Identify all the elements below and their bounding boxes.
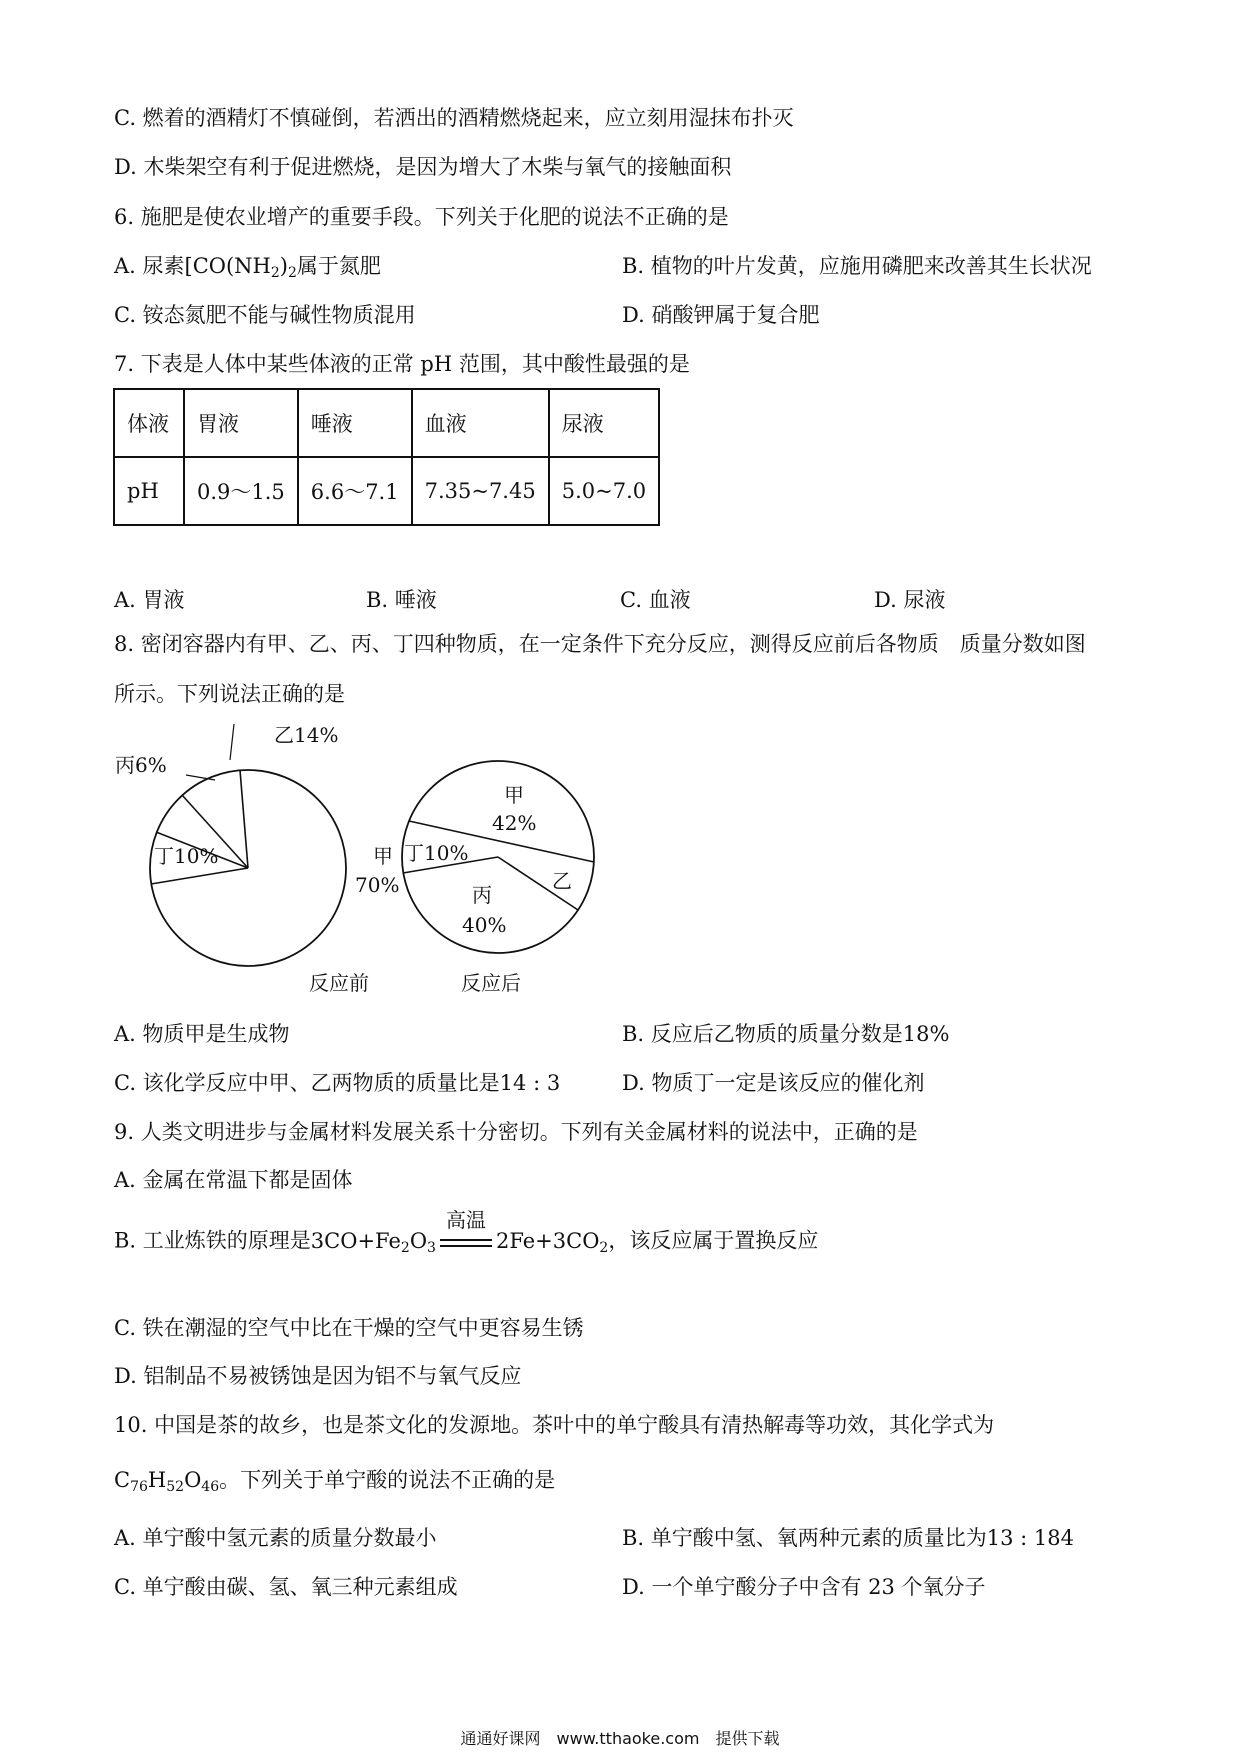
q9-option-b: B. 工业炼铁的原理是$3CO+Fe_2O_3$ 高温 $2Fe+3CO_2$，该反应属于置换反应 bbox=[114, 1222, 818, 1262]
q10-option-d: D. 一个单宁酸分子中含有 23 个氧分子 bbox=[622, 1575, 986, 1599]
q9-option-a: A. 金属在常温下都是固体 bbox=[114, 1168, 353, 1192]
ph-table-cell: 6.6～7.1 bbox=[298, 457, 412, 525]
pie-before-leader-line bbox=[228, 720, 234, 722]
pie-before-percent-jia: 70% bbox=[355, 873, 400, 897]
q7-option-d: D. 尿液 bbox=[874, 588, 946, 612]
ph-table-cell: 体液 bbox=[114, 389, 184, 457]
ph-table-row bbox=[114, 457, 659, 525]
pie-after-percent-jia: 42% bbox=[492, 811, 537, 835]
pie-before-label-yi: 乙14% bbox=[274, 723, 339, 747]
tannic-acid-formula: $C_{76}H_{52}O_{46}$ bbox=[114, 1468, 220, 1495]
q8-stem-line1: 8. 密闭容器内有甲、乙、丙、丁四种物质，在一定条件下充分反应，测得反应前后各物质 质量分数如图 bbox=[114, 632, 1086, 656]
pie-after-label-yi: 乙 bbox=[552, 869, 572, 893]
q8-option-c: C. 该化学反应中甲、乙两物质的质量比是14 : 3 bbox=[114, 1071, 561, 1095]
ph-table-header-row bbox=[114, 389, 659, 457]
q8-option-a: A. 物质甲是生成物 bbox=[114, 1022, 290, 1046]
q8-option-d: D. 物质丁一定是该反应的催化剂 bbox=[622, 1071, 925, 1095]
equation-left: $3CO+Fe_2O_3$ bbox=[310, 1228, 436, 1256]
q6-option-b: B. 植物的叶片发黄，应施用磷肥来改善其生长状况 bbox=[622, 254, 1092, 278]
pie-after bbox=[402, 761, 594, 995]
pie-after-caption: 反应后 bbox=[461, 971, 521, 995]
ph-table-cell: 0.9～1.5 bbox=[184, 457, 298, 525]
q6-option-c: C. 铵态氮肥不能与碱性物质混用 bbox=[114, 303, 416, 327]
q6-option-a: A. 尿素[$CO(NH_2)_2$属于氮肥 bbox=[114, 254, 381, 281]
q9-option-d: D. 铝制品不易被锈蚀是因为铝不与氧气反应 bbox=[114, 1364, 522, 1388]
ph-table-cell: 7.35~7.45 bbox=[412, 457, 549, 525]
equation-arrow bbox=[436, 1208, 496, 1262]
q7-stem: 7. 下表是人体中某些体液的正常 pH 范围，其中酸性最强的是 bbox=[114, 352, 690, 376]
pie-before-label-ding: 丁10% bbox=[154, 844, 219, 868]
q7-option-b: B. 唾液 bbox=[366, 588, 437, 612]
ph-table-cell: pH bbox=[114, 457, 184, 525]
q5-option-c: C. 燃着的酒精灯不慎碰倒，若洒出的酒精燃烧起来，应立刻用湿抹布扑灭 bbox=[114, 106, 794, 130]
equation-condition: 高温 bbox=[445, 1208, 486, 1232]
pie-before-caption: 反应前 bbox=[309, 971, 369, 995]
equation-right: $2Fe+3CO_2$ bbox=[495, 1228, 609, 1256]
ph-table-cell: 5.0~7.0 bbox=[549, 457, 659, 525]
pie-before-leader-line bbox=[230, 724, 234, 760]
q5-option-d: D. 木柴架空有利于促进燃烧，是因为增大了木柴与氧气的接触面积 bbox=[114, 155, 732, 179]
pie-before bbox=[115, 720, 399, 995]
ph-table-cell: 唾液 bbox=[298, 389, 412, 457]
q10-option-b: B. 单宁酸中氢、氧两种元素的质量比为13 : 184 bbox=[622, 1526, 1075, 1550]
pie-after-label-jia: 甲 bbox=[504, 783, 524, 807]
ph-table-cell: 尿液 bbox=[549, 389, 659, 457]
page-footer: 通通好课网 www.tthaoke.com 提供下载 bbox=[460, 1729, 780, 1748]
q9-stem: 9. 人类文明进步与金属材料发展关系十分密切。下列有关金属材料的说法中，正确的是 bbox=[114, 1120, 918, 1144]
ph-table-cell: 血液 bbox=[412, 389, 549, 457]
q10-option-a: A. 单宁酸中氢元素的质量分数最小 bbox=[114, 1526, 437, 1550]
q6-stem: 6. 施肥是使农业增产的重要手段。下列关于化肥的说法不正确的是 bbox=[114, 205, 729, 229]
pie-after-percent-bing: 40% bbox=[462, 913, 507, 937]
pie-before-slice-edge bbox=[151, 868, 248, 884]
q7-option-a: A. 胃液 bbox=[114, 588, 185, 612]
pie-after-label-bing: 丙 bbox=[472, 883, 492, 907]
q7-option-c: C. 血液 bbox=[620, 588, 691, 612]
q10-option-c: C. 单宁酸由碳、氢、氧三种元素组成 bbox=[114, 1575, 458, 1599]
pie-after-label-ding: 丁10% bbox=[404, 841, 469, 865]
pie-before-label-jia: 甲 bbox=[373, 844, 393, 868]
pie-before-slice-edge bbox=[240, 770, 248, 868]
pie-charts-figure bbox=[100, 720, 620, 1005]
ph-table-cell: 胃液 bbox=[184, 389, 298, 457]
q8-stem-line2: 所示。下列说法正确的是 bbox=[114, 682, 345, 706]
q10-stem-line2: $C_{76}H_{52}O_{46}$。下列关于单宁酸的说法不正确的是 bbox=[114, 1468, 556, 1495]
pie-before-label-bing: 丙6% bbox=[115, 753, 167, 777]
q8-option-b: B. 反应后乙物质的质量分数是18% bbox=[622, 1022, 950, 1046]
q6-option-d: D. 硝酸钾属于复合肥 bbox=[622, 303, 820, 327]
q9-option-c: C. 铁在潮湿的空气中比在干燥的空气中更容易生锈 bbox=[114, 1316, 584, 1340]
q10-stem-line1: 10. 中国是茶的故乡，也是茶文化的发源地。茶叶中的单宁酸具有清热解毒等功效，其化学式为 bbox=[114, 1413, 995, 1437]
ph-table bbox=[113, 388, 660, 526]
